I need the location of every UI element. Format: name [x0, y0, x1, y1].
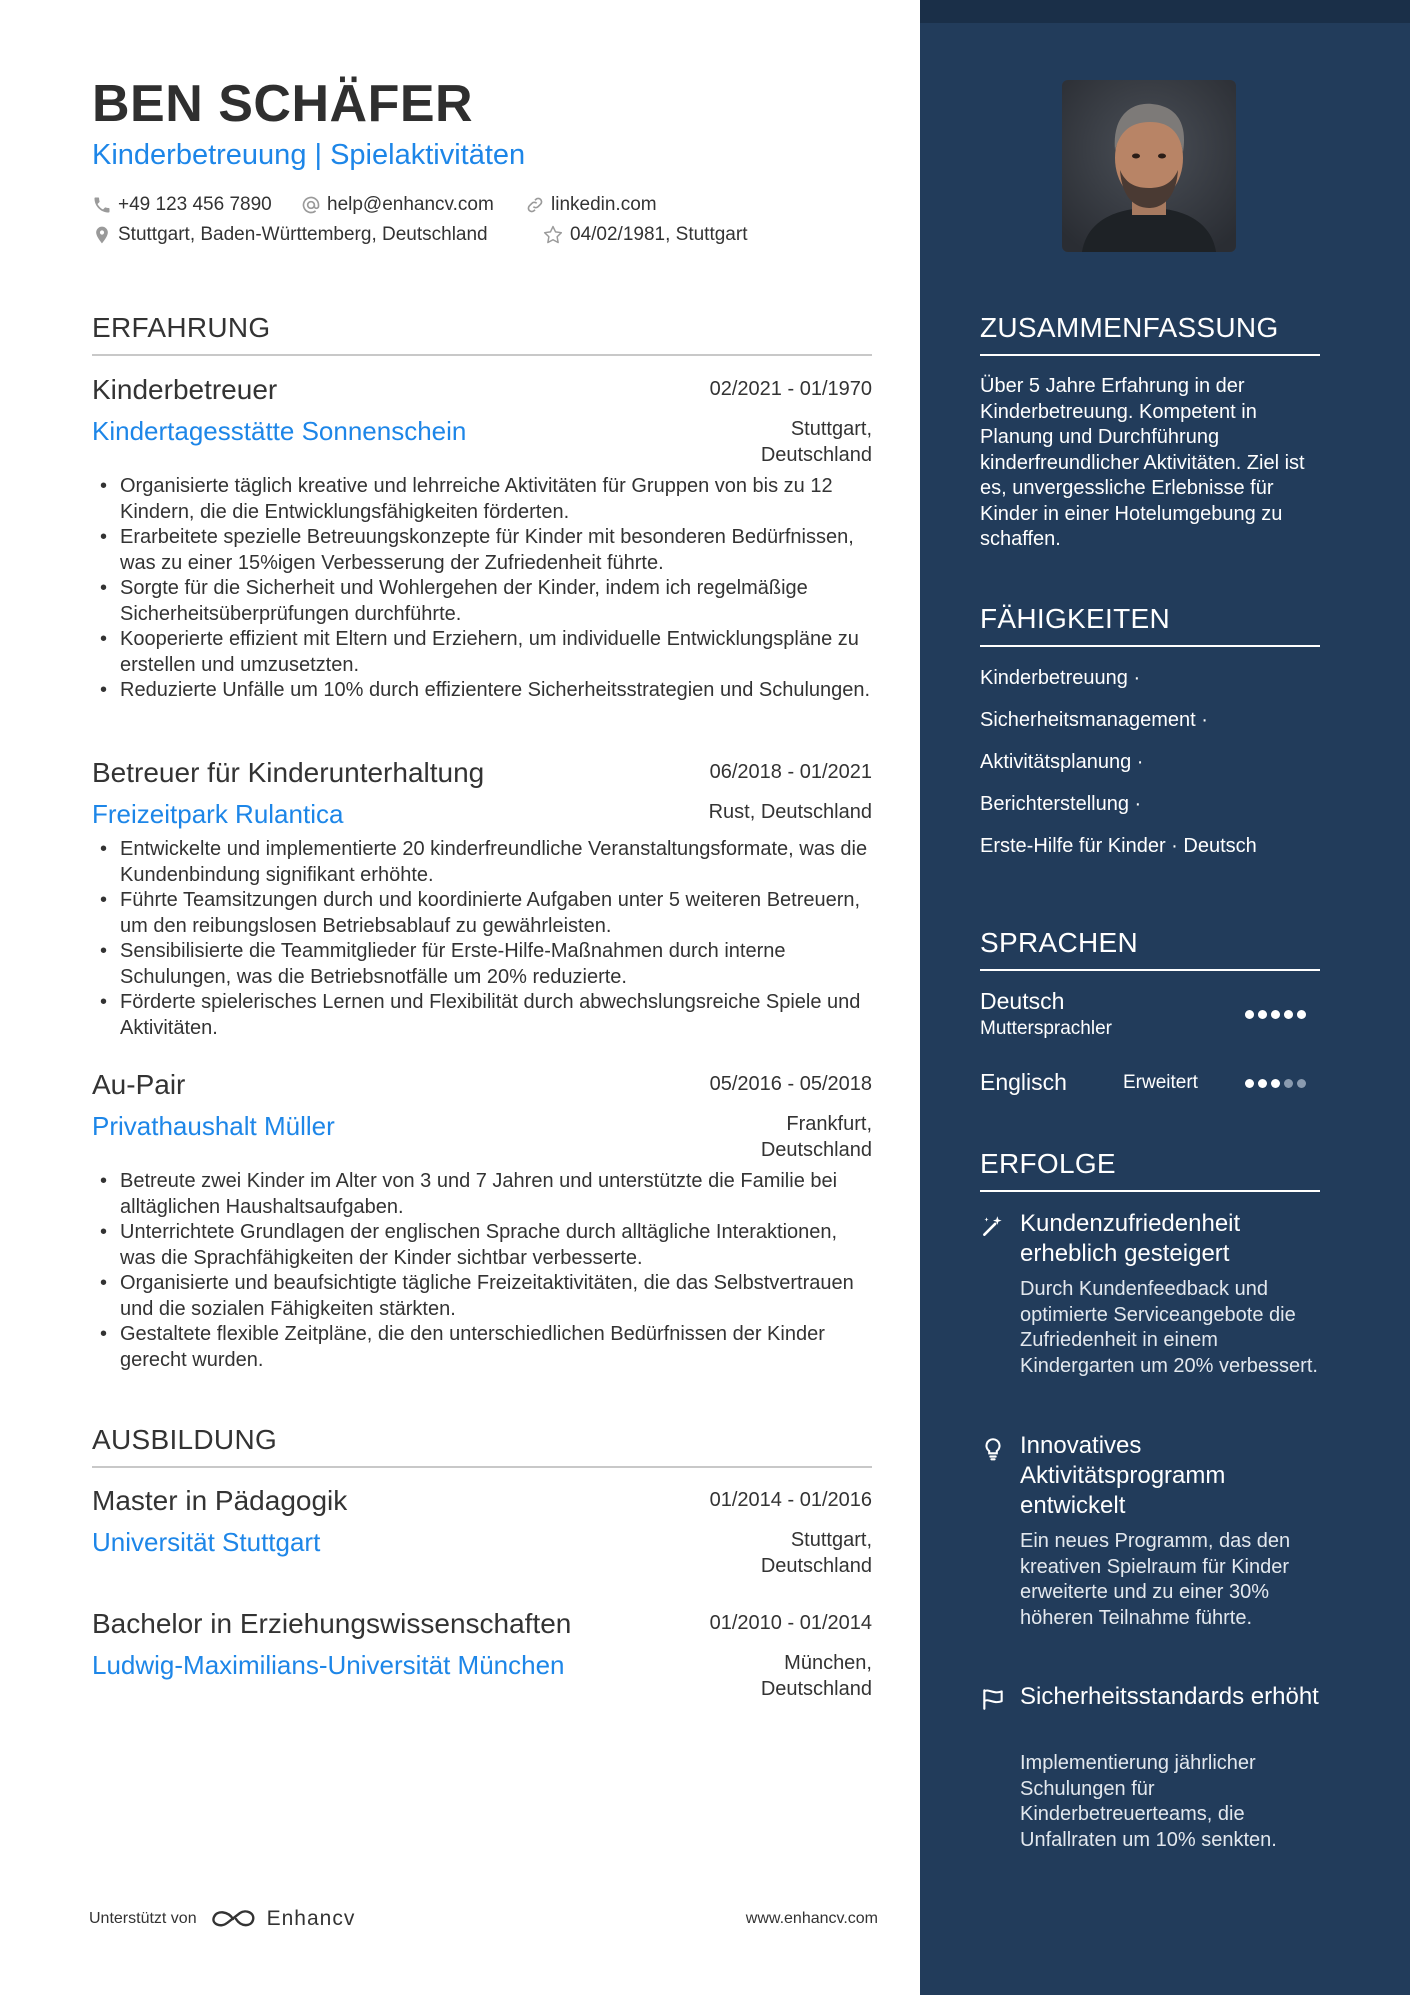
location-text: Stuttgart, Baden-Württemberg, Deutschland: [118, 224, 488, 245]
bullet-item: • Sensibilisierte die Teammitglieder für Erste-Hilfe-Maßnahmen durch interne Schulungen, was die Betriebsnotfälle um 20% reduzierte.: [92, 939, 872, 990]
achievements-heading: ERFOLGE: [980, 1148, 1320, 1192]
experience-heading: ERFAHRUNG: [92, 312, 872, 356]
enhancv-logo-icon: [209, 1906, 259, 1932]
job-dates: 02/2021 - 01/1970: [709, 378, 872, 400]
bullet-item: • Erarbeitete spezielle Betreuungskonzepte für Kinder mit besonderen Bedürfnissen, was zu einer 15%igen Verbesserung der Zufriedenheit führte.: [92, 525, 872, 576]
bullet-item: • Entwickelte und implementierte 20 kinderfreundliche Veranstaltungsformate, was die Kundenbindung signifikant erhöhte.: [92, 837, 872, 888]
experience-entry: [92, 374, 872, 734]
contact-email[interactable]: [301, 194, 494, 216]
job-company: Privathaushalt Müller: [92, 1111, 335, 1141]
education-dates: 01/2010 - 01/2014: [709, 1612, 872, 1634]
bullet-item: • Organisierte täglich kreative und lehrreiche Aktivitäten für Gruppen von bis zu 12 Kindern, die die Entwicklungsfähigkeiten förderten.: [92, 474, 872, 525]
school-name: Ludwig-Maximilians-Universität München: [92, 1650, 565, 1680]
degree-title: Bachelor in Erziehungswissenschaften: [92, 1608, 572, 1639]
bullet-item: • Organisierte und beaufsichtigte tägliche Freizeitaktivitäten, die das Selbstvertrauen und die sozialen Fähigkeiten stärkten.: [92, 1271, 872, 1322]
at-sign-icon: [301, 195, 321, 215]
language-name: Englisch: [980, 1069, 1067, 1095]
language-level: Erweitert: [1123, 1072, 1198, 1093]
phone-icon: [92, 195, 112, 215]
job-location-line1: Frankfurt,: [786, 1113, 872, 1135]
profile-photo: [1062, 80, 1236, 252]
email-text[interactable]: help@enhancv.com: [327, 194, 494, 215]
job-bullets: [92, 837, 872, 1041]
education-entry: [92, 1608, 872, 1718]
bullet-item: • Gestaltete flexible Zeitpläne, die den unterschiedlichen Bedürfnissen der Kinder gerecht wurden.: [92, 1322, 872, 1373]
skill-item: Erste-Hilfe für Kinder · Deutsch: [980, 835, 1257, 857]
rating-dot: [1297, 1079, 1306, 1088]
summary-text: Über 5 Jahre Erfahrung in der Kinderbetreuung. Kompetent in Planung und Durchführung kinderfreundlicher Aktivitäten. Ziel ist es, unvergessliche Erlebnisse für Kinder in einer Hotelumgebung zu schaffen.: [980, 375, 1305, 550]
job-location-line2: Deutschland: [760, 444, 872, 466]
languages-heading: SPRACHEN: [980, 927, 1320, 971]
rating-dot: [1258, 1010, 1267, 1019]
contact-location: [92, 224, 488, 246]
skill-item: Kinderbetreuung ·: [980, 667, 1141, 689]
language-rating: [1245, 1010, 1306, 1019]
achievement-description: Ein neues Programm, das den kreativen Spielraum für Kinder erweiterte und zu einer 30% höheren Teilnahme führte.: [1020, 1530, 1291, 1629]
school-name: Universität Stuttgart: [92, 1527, 321, 1557]
language-level: Muttersprachler: [980, 1018, 1112, 1039]
bullet-item: • Führte Teamsitzungen durch und koordinierte Aufgaben unter 5 weiteren Betreuern, um den reibungslosen Betriebsablauf zu gewährleisten.: [92, 888, 872, 939]
rating-dot: [1258, 1079, 1267, 1088]
contact-birth: [542, 224, 747, 246]
summary-heading: ZUSAMMENFASSUNG: [980, 312, 1320, 356]
job-location: [761, 416, 872, 468]
bullet-item: • Reduzierte Unfälle um 10% durch effizientere Sicherheitsstrategien und Schulungen.: [92, 678, 872, 704]
rating-dot: [1271, 1010, 1280, 1019]
rating-dot: [1284, 1079, 1293, 1088]
job-role: Kinderbetreuer: [92, 374, 278, 405]
job-bullets: [92, 474, 872, 704]
language-rating: [1245, 1079, 1306, 1088]
birth-text: 04/02/1981, Stuttgart: [570, 224, 748, 245]
achievement-title: Kundenzufriedenheit erheblich gesteigert: [1020, 1210, 1241, 1267]
job-location-line1: Rust, Deutschland: [708, 801, 872, 823]
job-location: [709, 799, 872, 825]
flag-icon: [980, 1686, 1006, 1712]
rating-dot: [1245, 1079, 1254, 1088]
school-location: [761, 1650, 872, 1702]
bullet-item: • Sorgte für die Sicherheit und Wohlergehen der Kinder, indem ich regelmäßige Sicherheitsüberprüfungen durchführte.: [92, 576, 872, 627]
skill-item: Aktivitätsplanung ·: [980, 751, 1144, 773]
rating-dot: [1284, 1010, 1293, 1019]
school-location-line2: Deutschland: [760, 1678, 872, 1700]
linkedin-text[interactable]: linkedin.com: [551, 194, 657, 215]
school-location-line1: Stuttgart,: [790, 1529, 872, 1551]
job-location: [761, 1111, 872, 1163]
job-dates: 06/2018 - 01/2021: [709, 761, 872, 783]
link-icon: [525, 195, 545, 215]
job-location-line1: Stuttgart,: [790, 418, 872, 440]
bullet-item: • Förderte spielerisches Lernen und Flexibilität durch abwechslungsreiche Spiele und Aktivitäten.: [92, 990, 872, 1041]
education-entry: [92, 1485, 872, 1595]
job-dates: 05/2016 - 05/2018: [709, 1073, 872, 1095]
magic-wand-icon: [980, 1213, 1006, 1239]
job-company: Freizeitpark Rulantica: [92, 799, 344, 829]
bullet-item: • Betreute zwei Kinder im Alter von 3 und 7 Jahren und unterstützte die Familie bei alltäglichen Haushaltsaufgaben.: [92, 1169, 872, 1220]
powered-by-label: Unterstützt von: [89, 1910, 197, 1927]
degree-title: Master in Pädagogik: [92, 1485, 348, 1516]
phone-text: +49 123 456 7890: [118, 194, 272, 215]
bullet-item: • Kooperierte effizient mit Eltern und Erziehern, um individuelle Entwicklungspläne zu erstellen und umzusetzten.: [92, 627, 872, 678]
bullet-item: • Unterrichtete Grundlagen der englischen Sprache durch alltägliche Interaktionen, was die Sprachfähigkeiten der Kinder sichtbar verbesserte.: [92, 1220, 872, 1271]
candidate-title: Kinderbetreuung | Spielaktivitäten: [92, 139, 526, 171]
candidate-name: BEN SCHÄFER: [92, 75, 474, 133]
job-role: Au-Pair: [92, 1069, 186, 1100]
enhancv-brand: Enhancv: [266, 1907, 356, 1930]
powered-by: [89, 1906, 355, 1932]
skill-item: Berichterstellung ·: [980, 793, 1142, 815]
contact-phone: [92, 194, 272, 216]
job-bullets: [92, 1169, 872, 1373]
location-pin-icon: [92, 225, 112, 245]
experience-entry: [92, 1069, 872, 1379]
skills-heading: FÄHIGKEITEN: [980, 603, 1320, 647]
language-name: Deutsch: [980, 988, 1065, 1014]
achievement-title: Sicherheitsstandards erhöht: [1020, 1683, 1319, 1710]
achievement-title: Innovatives Aktivitätsprogramm entwickelt: [1020, 1432, 1226, 1519]
star-icon: [542, 224, 564, 246]
school-location-line2: Deutschland: [760, 1555, 872, 1577]
portrait-image: [1062, 80, 1236, 252]
job-role: Betreuer für Kinderunterhaltung: [92, 757, 485, 788]
school-location: [761, 1527, 872, 1579]
education-heading: AUSBILDUNG: [92, 1424, 872, 1468]
school-location-line1: München,: [784, 1652, 872, 1674]
footer-url[interactable]: www.enhancv.com: [745, 1910, 878, 1927]
sidebar: [920, 0, 1410, 1995]
job-company: Kindertagesstätte Sonnenschein: [92, 416, 467, 446]
experience-entry: [92, 757, 872, 1047]
skill-item: Sicherheitsmanagement ·: [980, 709, 1208, 731]
rating-dot: [1271, 1079, 1280, 1088]
rating-dot: [1245, 1010, 1254, 1019]
job-location-line2: Deutschland: [760, 1139, 872, 1161]
achievement-description: Implementierung jährlicher Schulungen für Kinderbetreuerteams, die Unfallraten um 10% senkten.: [1020, 1752, 1277, 1851]
achievement-description: Durch Kundenfeedback und optimierte Serviceangebote die Zufriedenheit in einem Kindergarten um 20% verbessert.: [1020, 1278, 1318, 1377]
sidebar-top-bar: [920, 0, 1410, 23]
rating-dot: [1297, 1010, 1306, 1019]
education-dates: 01/2014 - 01/2016: [709, 1489, 872, 1511]
lightbulb-icon: [980, 1436, 1006, 1462]
contact-linkedin[interactable]: [525, 194, 657, 216]
